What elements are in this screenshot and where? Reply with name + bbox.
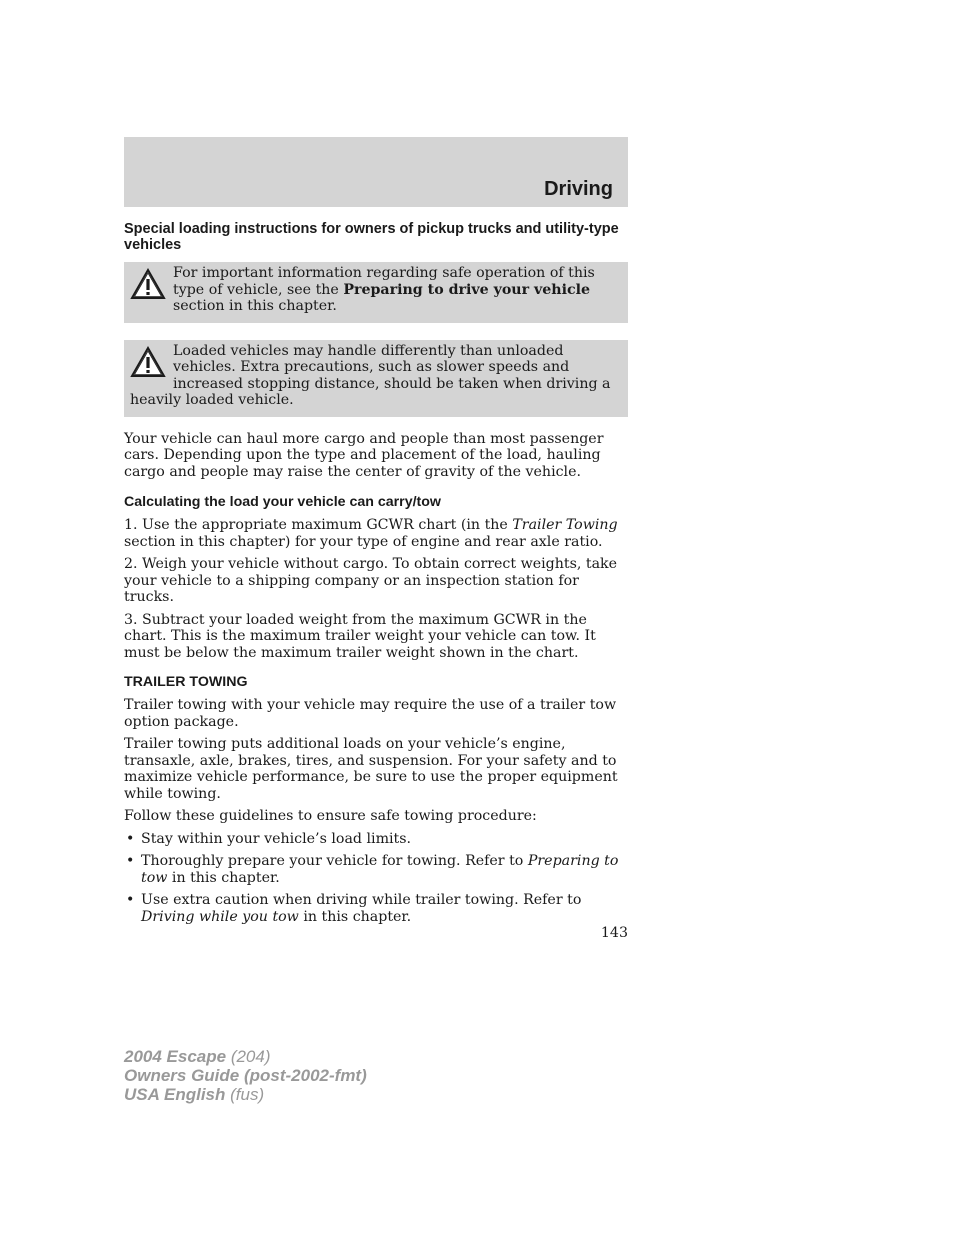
warning-1-text: For important information regarding safe operation of this type of vehicle, see the Preparing to drive your vehicle section in this chapter. <box>173 265 595 314</box>
list-item: • Thoroughly prepare your vehicle for towing. Refer to Preparing to tow in this chapter. <box>126 853 619 886</box>
calc-step-3: 3. Subtract your loaded weight from the maximum GCWR in the chart. This is the maximum trailer weight your vehicle can tow. It must be below the maximum trailer weight shown in the chart. <box>124 611 596 661</box>
page-number: 143 <box>600 925 628 941</box>
towing-paragraph-1: Trailer towing with your vehicle may require the use of a trailer tow option package. <box>124 697 617 730</box>
warning-box-1 <box>124 262 628 323</box>
chapter-header-band <box>124 137 628 207</box>
warning-2-text: Loaded vehicles may handle differently than unloaded vehicles. Extra precautions, such as slower speeds and increased stopping distance, should be taken when driving a heavily loaded vehicle. <box>130 342 611 408</box>
footer-line-3: USA English (fus) <box>124 1085 265 1104</box>
warning-box-2 <box>124 340 628 417</box>
bullet-icon: • <box>126 892 135 908</box>
calc-step-1: 1. Use the appropriate maximum GCWR chart (in the Trailer Towing section in this chapter) for your type of engine and rear axle ratio. <box>124 517 618 550</box>
trailer-towing-heading: TRAILER TOWING <box>124 674 248 690</box>
footer-line-1: 2004 Escape (204) <box>124 1047 271 1066</box>
list-item: • Stay within your vehicle’s load limits. <box>126 830 412 847</box>
footer-line-2: Owners Guide (post-2002-fmt) <box>124 1066 367 1085</box>
calc-heading: Calculating the load your vehicle can carry/tow <box>124 494 441 510</box>
calc-step-2: 2. Weigh your vehicle without cargo. To obtain correct weights, take your vehicle to a shipping company or an inspection station for trucks. <box>124 556 618 605</box>
towing-guidelines-list <box>124 831 628 926</box>
warning-triangle-icon <box>130 346 166 379</box>
bullet-icon: • <box>126 830 135 847</box>
section-title: Special loading instructions for owners of pickup trucks and utility-type vehicles <box>124 221 619 253</box>
intro-paragraph: Your vehicle can haul more cargo and people than most passenger cars. Depending upon the type and placement of the load, hauling cargo and people may raise the center of gravity of the vehicle. <box>124 430 604 480</box>
towing-paragraph-3: Follow these guidelines to ensure safe towing procedure: <box>124 808 537 824</box>
towing-paragraph-2: Trailer towing puts additional loads on your vehicle’s engine, transaxle, axle, brakes, tires, and suspension. For your safety and to maximize vehicle performance, be sure to use the proper equipment while towing. <box>124 736 618 802</box>
page-content <box>124 221 628 925</box>
warning-triangle-icon <box>130 268 166 301</box>
chapter-title: Driving <box>544 178 613 200</box>
document-footer <box>124 1047 367 1104</box>
bullet-icon: • <box>126 853 135 869</box>
list-item: • Use extra caution when driving while trailer towing. Refer to Driving while you tow in this chapter. <box>126 892 582 925</box>
